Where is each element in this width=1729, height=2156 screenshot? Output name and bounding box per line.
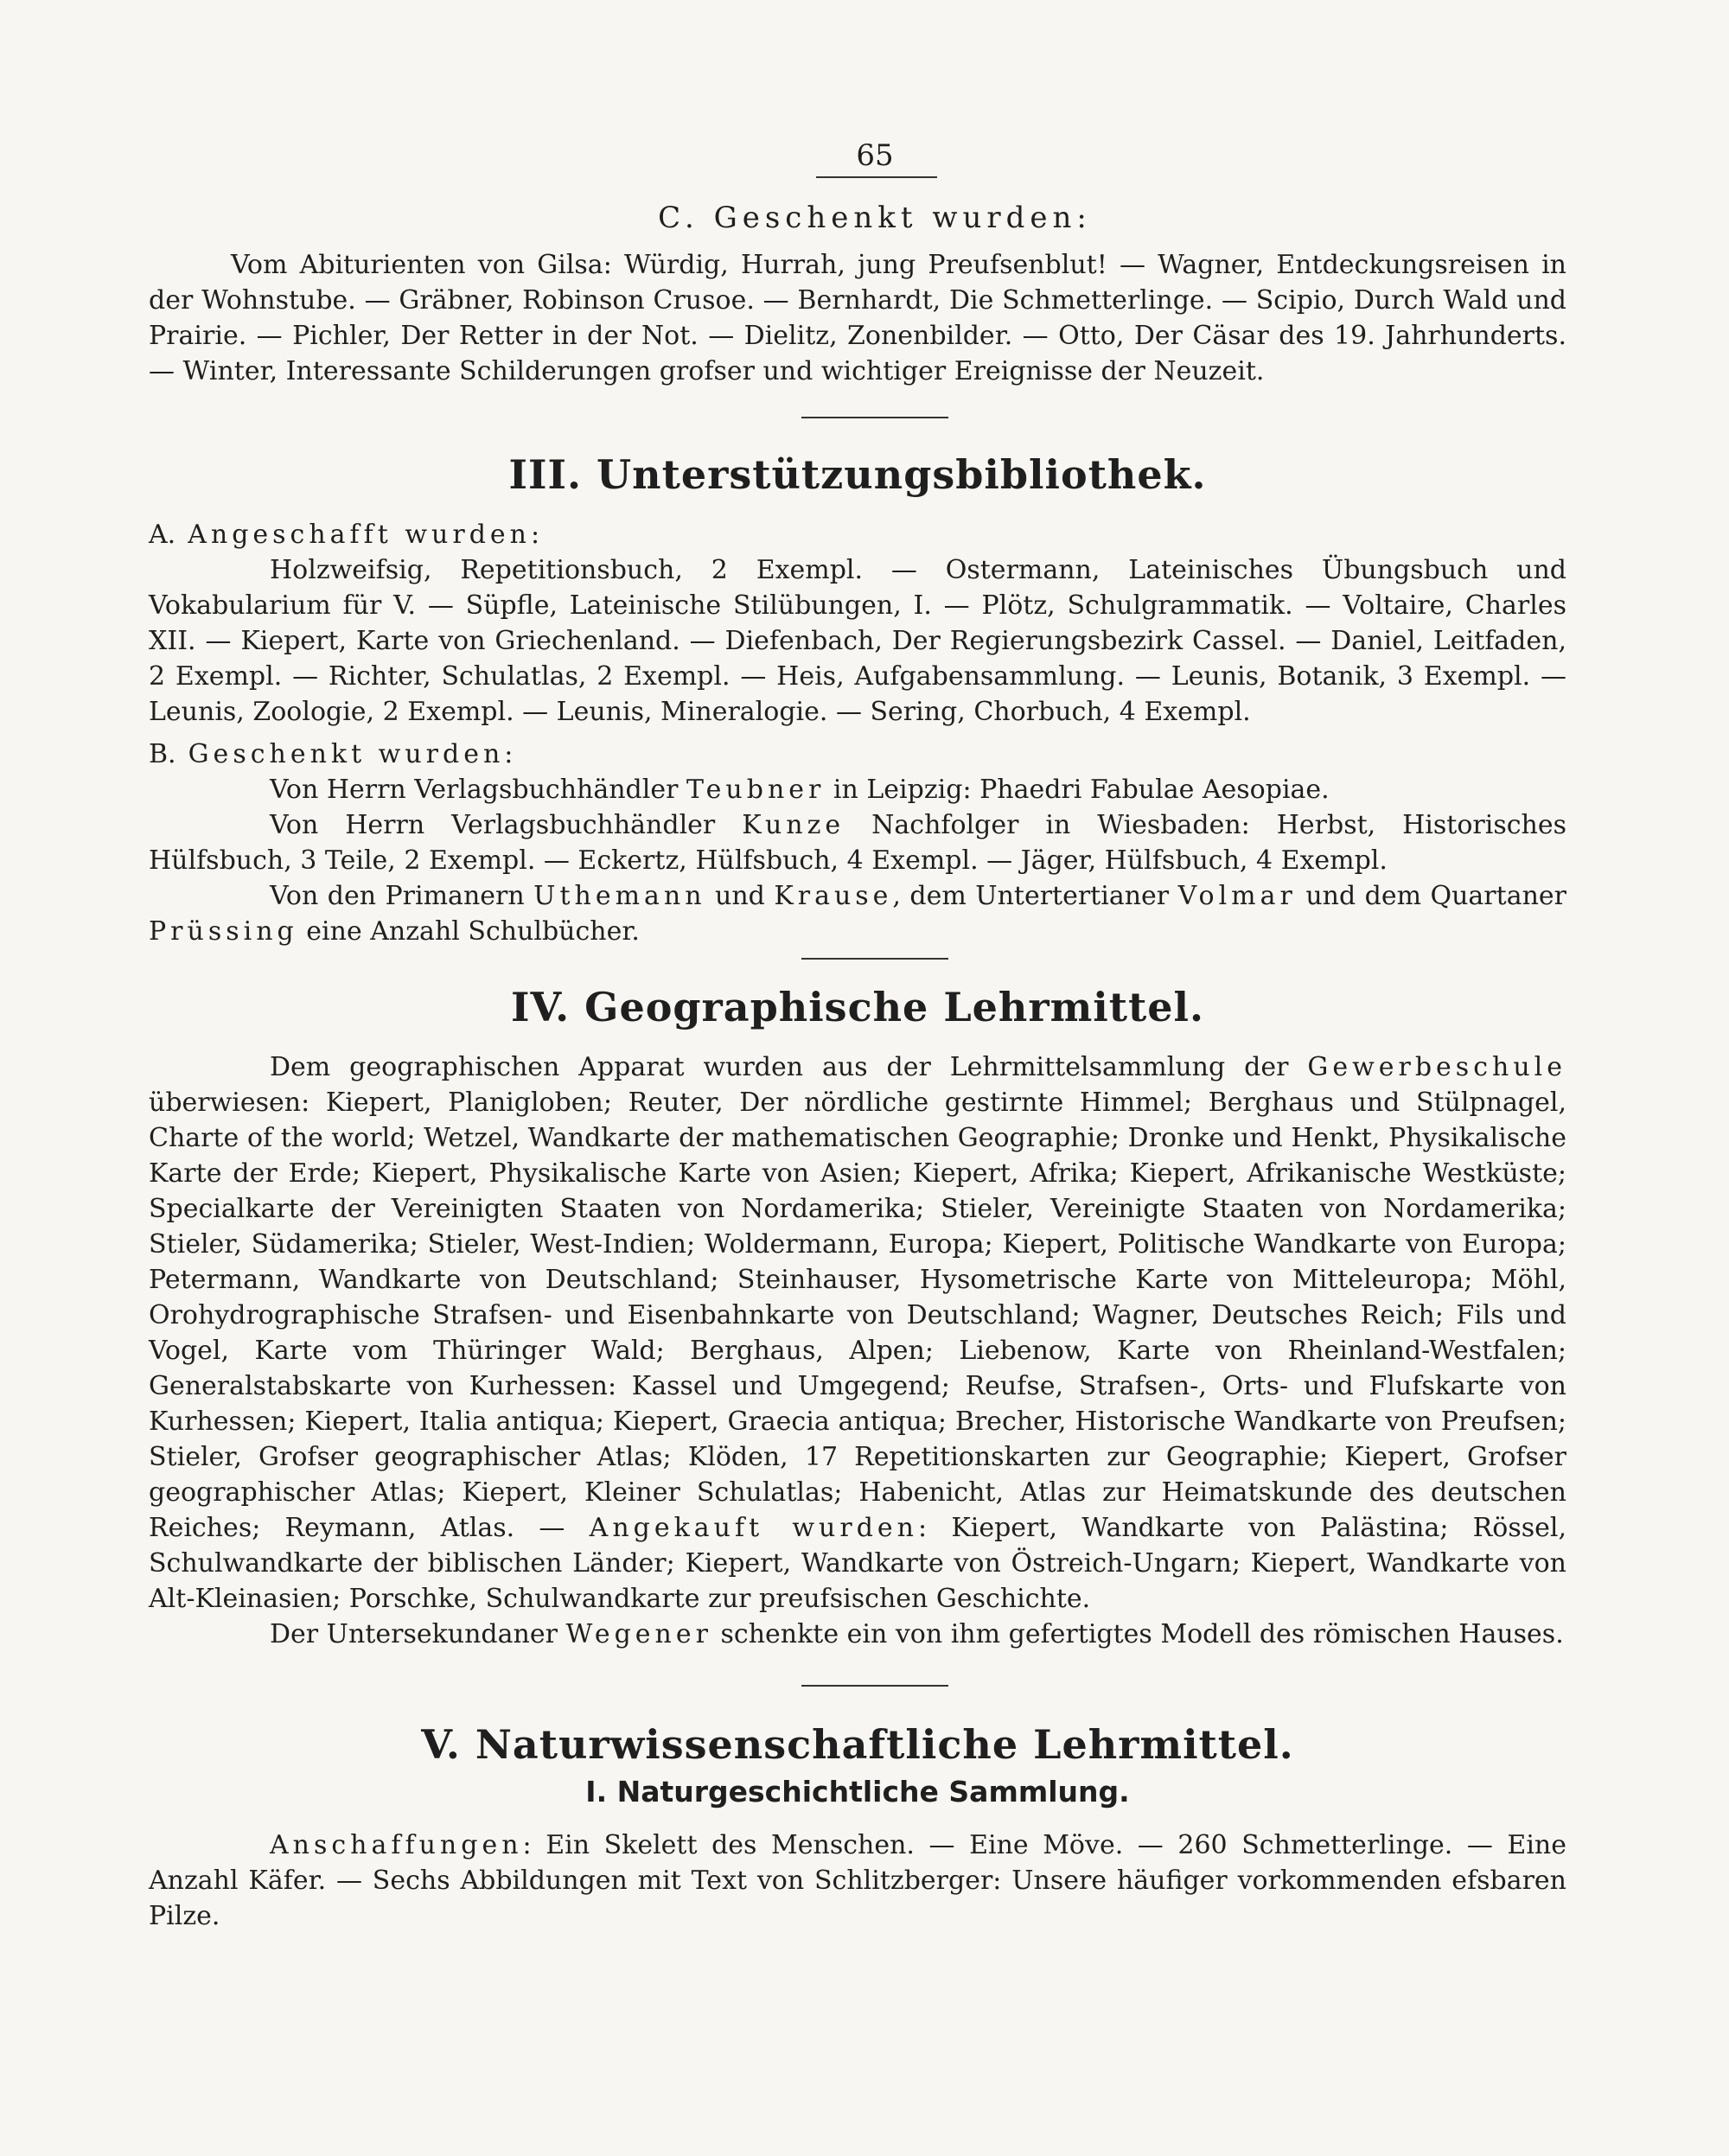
entry-text: Von Herrn Verlagsbuchhändler: [270, 810, 743, 840]
section-iii-b-heading: [149, 737, 1566, 772]
donor-name: Wegener: [565, 1619, 712, 1649]
section-iii-b-entry-3: [149, 878, 1566, 949]
divider-rule: [801, 417, 948, 418]
section-iii-a-label: A.: [149, 520, 176, 550]
entry-text: eine Anzahl Schulbücher.: [297, 916, 640, 947]
section-iv-text-part: : Kiepert, Wandkarte von Palästina; Rössel, Schulwandkarte der biblischen Länder; Kiepert, Wandkarte von Östreich-Ungarn; Kiepert, Wandkarte von Alt-Kleinasien; Porschke, Schulwandkarte zur preufsischen Geschichte.: [149, 1513, 1566, 1614]
entry-text: Nachfolger in Wiesbaden: Herbst, Historisches Hülfsbuch, 3 Teile, 2 Exempl. — Eckertz, Hülfsbuch, 4 Exempl. — Jäger, Hülfsbuch, 4 Exempl.: [149, 810, 1567, 876]
donor-name: Krause: [774, 881, 893, 911]
section-iii-title: III. Unterstützungsbibliothek.: [508, 451, 1207, 498]
section-iv-text-part: Dem geographischen Apparat wurden aus der Lehrmittelsammlung der: [270, 1052, 1308, 1082]
entry-text: in Leipzig: Phaedri Fabulae Aesopiae.: [825, 775, 1330, 805]
document-page: [149, 138, 1566, 1934]
section-iii-a-heading-text: Angeschafft wurden:: [188, 520, 545, 550]
section-v-title: V. Naturwissenschaftliche Lehrmittel.: [421, 1721, 1294, 1768]
page-number: 65: [856, 138, 894, 173]
entry-text: und dem Quartaner: [1296, 881, 1566, 911]
entry-text: Von den Primanern: [270, 881, 534, 911]
source-name: Gewerbeschule: [1307, 1052, 1566, 1082]
acquisitions-text: : Ein Skelett des Menschen. — Eine Möve. — 260 Schmetterlinge. — Eine Anzahl Käfer. — Sechs Abbildungen mit Text von Schlitzberger: Unsere häufiger vorkommenden efsbaren Pilze.: [149, 1830, 1566, 1931]
donor-name: Uthemann: [533, 881, 706, 911]
section-iv-gift: [149, 1617, 1566, 1652]
section-c-text: Vom Abiturienten von Gilsa: Würdig, Hurrah, jung Preufsenblut! — Wagner, Entdeckungsreisen in der Wohnstube. — Gräbner, Robinson Crusoe. — Bernhardt, Die Schmetterlinge. — Scipio, Durch Wald und Prairie. — Pichler, Der Retter in der Not. — Dielitz, Zonenbilder. — Otto, Der Cäsar des 19. Jahrhunderts. — Winter, Interessante Schilderungen grofser und wichtiger Ereignisse der Neuzeit.: [149, 250, 1566, 386]
section-iii-a-text: Holzweifsig, Repetitionsbuch, 2 Exempl. — Ostermann, Lateinisches Übungsbuch und Vokabularium für V. — Süpfle, Lateinische Stilübungen, I. — Plötz, Schulgrammatik. — Voltaire, Charles XII. — Kiepert, Karte von Griechenland. — Diefenbach, Der Regierungsbezirk Cassel. — Daniel, Leitfaden, 2 Exempl. — Richter, Schulatlas, 2 Exempl. — Heis, Aufgabensammlung. — Leunis, Botanik, 3 Exempl. — Leunis, Zoologie, 2 Exempl. — Leunis, Mineralogie. — Sering, Chorbuch, 4 Exempl.: [149, 555, 1566, 727]
section-iv-text-part: überwiesen: Kiepert, Planigloben; Reuter, Der nördliche gestirnte Himmel; Berghaus und Stülpnagel, Charte of the world; Wetzel, Wandkarte der mathematischen Geographie; Dronke und Henkt, Physikalische Karte der Erde; Kiepert, Physikalische Karte von Asien; Kiepert, Afrika; Kiepert, Afrikanische Westküste; Specialkarte der Vereinigten Staaten von Nordamerika; Stieler, Vereinigte Staaten von Nordamerika; Stieler, Südamerika; Stieler, West-Indien; Woldermann, Europa; Kiepert, Politische Wandkarte von Europa; Petermann, Wandkarte von Deutschland; Steinhauser, Hysometrische Karte von Mitteleuropa; Möhl, Orohydrographische Strafsen- und Eisenbahnkarte von Deutschland; Wagner, Deutsches Reich; Fils und Vogel, Karte vom Thüringer Wald; Berghaus, Alpen; Liebenow, Karte von Rheinland-Westfalen; Generalstabskarte von Kurhessen: Kassel und Umgegend; Reufse, Strafsen-, Orts- und Flufskarte von Kurhessen; Kiepert, Italia antiqua; Kiepert, Graecia antiqua; Brecher, Historische Wandkarte von Preufsen; Stieler, Grofser geographischer Atlas; Klöden, 17 Repetitionskarten zur Geographie; Kiepert, Grofser geographischer Atlas; Kiepert, Kleiner Schulatlas; Habenicht, Atlas zur Heimatskunde des deutschen Reiches; Reymann, Atlas. —: [149, 1088, 1566, 1543]
gift-text: schenkte ein von ihm gefertigtes Modell des römischen Hauses.: [711, 1619, 1564, 1649]
section-c-heading: C. Geschenkt wurden:: [658, 201, 1092, 235]
entry-text: , dem Untertertianer: [892, 881, 1178, 911]
section-v-text: [149, 1827, 1566, 1934]
entry-text: und: [705, 881, 775, 911]
donor-name: Prüssing: [149, 916, 298, 947]
gift-text: Der Untersekundaner: [270, 1619, 566, 1649]
section-v-subtitle: I. Naturgeschichtliche Sammlung.: [585, 1775, 1130, 1808]
section-iii-b-label: B.: [149, 739, 176, 769]
donor-name: Teubner: [686, 775, 826, 805]
acquired-label: Angekauft wurden: [589, 1513, 918, 1543]
donor-name: Volmar: [1177, 881, 1297, 911]
section-iii-a-heading: [149, 517, 1566, 552]
acquisitions-label: Anschaffungen: [270, 1830, 523, 1860]
section-iv-text: [149, 1049, 1566, 1617]
donor-name: Kunze: [742, 810, 845, 840]
section-iv-title: IV. Geographische Lehrmittel.: [510, 984, 1205, 1030]
divider-rule: [801, 1685, 948, 1687]
page-number-rule: [816, 176, 937, 178]
divider-rule: [801, 958, 948, 960]
section-iii-b-entry-2: [149, 807, 1566, 878]
section-iii-b-entry-1: [149, 772, 1566, 807]
entry-text: Von Herrn Verlagsbuchhändler: [270, 775, 686, 805]
section-iii-b-heading-text: Geschenkt wurden:: [188, 739, 518, 769]
